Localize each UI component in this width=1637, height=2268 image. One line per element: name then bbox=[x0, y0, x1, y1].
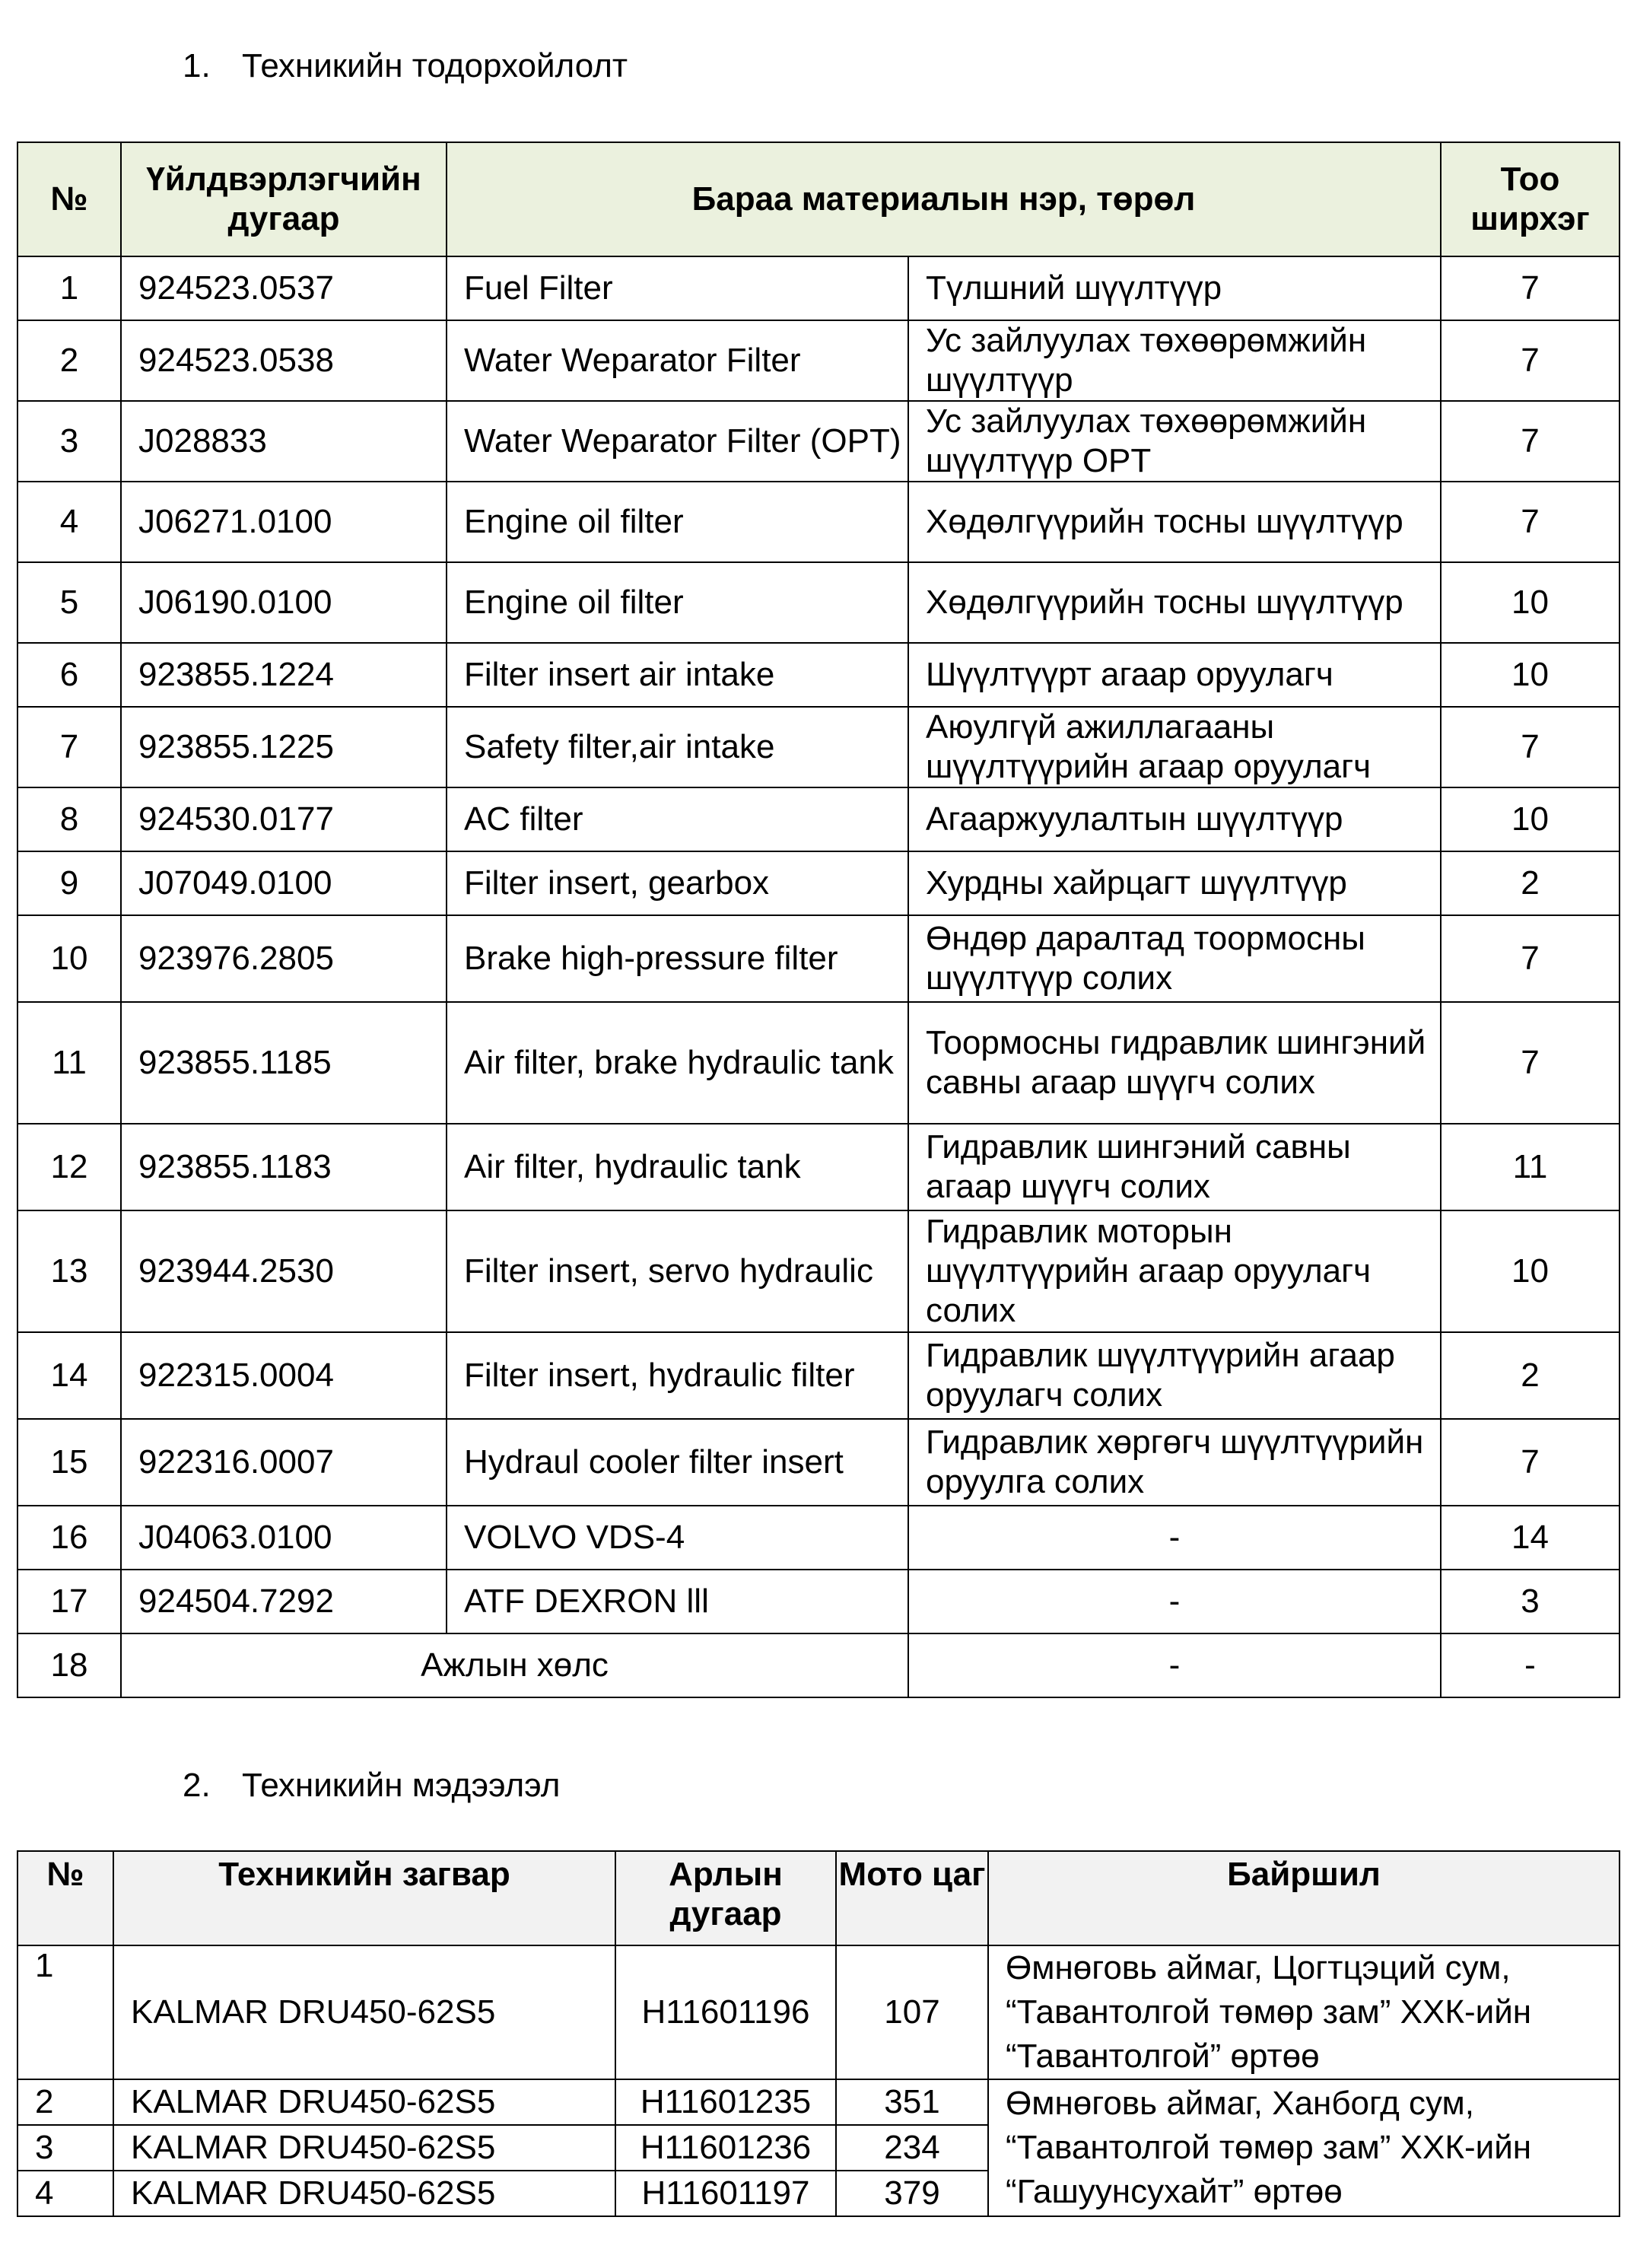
row-number: 13 bbox=[17, 1210, 121, 1332]
row-number: 1 bbox=[17, 256, 121, 320]
part-name-en: Safety filter,air intake bbox=[447, 707, 908, 787]
machine-model: KALMAR DRU450-62S5 bbox=[113, 2079, 615, 2125]
row-number: 4 bbox=[17, 2171, 113, 2216]
table-row bbox=[17, 1419, 1620, 1506]
part-name-en: VOLVO VDS-4 bbox=[447, 1506, 908, 1570]
part-code: J06271.0100 bbox=[121, 482, 447, 562]
part-name-mn: Хөдөлгүүрийн тосны шүүлтүүр bbox=[908, 482, 1441, 562]
part-code: 923855.1225 bbox=[121, 707, 447, 787]
quantity: 2 bbox=[1441, 1332, 1620, 1419]
part-name-en: Water Weparator Filter (OPT) bbox=[447, 401, 908, 482]
header-serial: Арлын дугаар bbox=[615, 1851, 836, 1945]
part-name-mn: Агааржуулалтын шүүлтүүр bbox=[908, 787, 1441, 851]
part-code: 923976.2805 bbox=[121, 915, 447, 1002]
table-row bbox=[17, 643, 1620, 707]
part-code: 924523.0537 bbox=[121, 256, 447, 320]
part-name-en: AC filter bbox=[447, 787, 908, 851]
row-number: 17 bbox=[17, 1570, 121, 1633]
row-number: 3 bbox=[17, 401, 121, 482]
part-name-mn: Гидравлик хөргөгч шүүлтүүрийн оруулга солих bbox=[908, 1419, 1441, 1506]
header-moto: Мото цаг bbox=[836, 1851, 988, 1945]
header-no: № bbox=[17, 1851, 113, 1945]
section-2-title: Техникийн мэдээлэл bbox=[242, 1767, 561, 1804]
row-number: 12 bbox=[17, 1124, 121, 1210]
part-name-mn: Хөдөлгүүрийн тосны шүүлтүүр bbox=[908, 562, 1441, 643]
header-name: Бараа материалын нэр, төрөл bbox=[447, 142, 1441, 256]
part-name-mn: Ус зайлуулах төхөөрөмжийн шүүлтүүр OPT bbox=[908, 401, 1441, 482]
part-name-mn: Аюулгүй ажиллагааны шүүлтүүрийн агаар оруулагч bbox=[908, 707, 1441, 787]
part-name-mn: Гидравлик моторын шүүлтүүрийн агаар оруулагч солих bbox=[908, 1210, 1441, 1332]
part-name-en: Engine oil filter bbox=[447, 482, 908, 562]
row-number: 11 bbox=[17, 1002, 121, 1124]
part-name-en: Filter insert, hydraulic filter bbox=[447, 1332, 908, 1419]
moto-hours: 351 bbox=[836, 2079, 988, 2125]
part-name-en: Hydraul cooler filter insert bbox=[447, 1419, 908, 1506]
row-number: 9 bbox=[17, 851, 121, 915]
section-2-heading bbox=[183, 1767, 560, 1805]
row-number: 15 bbox=[17, 1419, 121, 1506]
equipment-table-header bbox=[17, 1851, 1620, 1945]
quantity: 7 bbox=[1441, 482, 1620, 562]
labor-cost-label: Ажлын хөлс bbox=[121, 1633, 908, 1697]
serial-number: H11601236 bbox=[615, 2125, 836, 2171]
table-row bbox=[17, 401, 1620, 482]
table-row bbox=[17, 1332, 1620, 1419]
machine-model: KALMAR DRU450-62S5 bbox=[113, 2125, 615, 2171]
quantity: 2 bbox=[1441, 851, 1620, 915]
quantity: 14 bbox=[1441, 1506, 1620, 1570]
part-name-mn: Шүүлтүүрт агаар оруулагч bbox=[908, 643, 1441, 707]
serial-number: H11601235 bbox=[615, 2079, 836, 2125]
part-name-en: Brake high-pressure filter bbox=[447, 915, 908, 1002]
part-name-en: Filter insert air intake bbox=[447, 643, 908, 707]
table-row bbox=[17, 707, 1620, 787]
equipment-table bbox=[17, 1850, 1620, 2217]
part-code: 923855.1185 bbox=[121, 1002, 447, 1124]
quantity: 7 bbox=[1441, 1419, 1620, 1506]
row-number: 1 bbox=[17, 1945, 113, 2079]
part-name-mn: Гидравлик шингэний савны агаар шүүгч солих bbox=[908, 1124, 1441, 1210]
serial-number: H11601196 bbox=[615, 1945, 836, 2079]
quantity: 7 bbox=[1441, 320, 1620, 401]
quantity: - bbox=[1441, 1633, 1620, 1697]
quantity: 10 bbox=[1441, 562, 1620, 643]
part-code: 924523.0538 bbox=[121, 320, 447, 401]
section-1-number: 1. bbox=[183, 47, 211, 84]
quantity: 10 bbox=[1441, 1210, 1620, 1332]
moto-hours: 107 bbox=[836, 1945, 988, 2079]
table-row bbox=[17, 482, 1620, 562]
quantity: 10 bbox=[1441, 643, 1620, 707]
row-number: 3 bbox=[17, 2125, 113, 2171]
part-name-en: Engine oil filter bbox=[447, 562, 908, 643]
part-name-en: Filter insert, gearbox bbox=[447, 851, 908, 915]
table-row bbox=[17, 320, 1620, 401]
quantity: 10 bbox=[1441, 787, 1620, 851]
part-code: 923855.1224 bbox=[121, 643, 447, 707]
table-row bbox=[17, 1570, 1620, 1633]
part-code: 924530.0177 bbox=[121, 787, 447, 851]
row-number: 7 bbox=[17, 707, 121, 787]
header-code: Үйлдвэрлэгчийн дугаар bbox=[121, 142, 447, 256]
part-name-mn: Гидравлик шүүлтүүрийн агаар оруулагч солих bbox=[908, 1332, 1441, 1419]
part-name-mn: - bbox=[908, 1570, 1441, 1633]
header-no: № bbox=[17, 142, 121, 256]
part-name-mn: Тоормосны гидравлик шингэний савны агаар шүүгч солих bbox=[908, 1002, 1441, 1124]
row-number: 10 bbox=[17, 915, 121, 1002]
part-code: 922315.0004 bbox=[121, 1332, 447, 1419]
table-row bbox=[17, 1633, 1620, 1697]
part-name-en: Filter insert, servo hydraulic bbox=[447, 1210, 908, 1332]
row-number: 4 bbox=[17, 482, 121, 562]
part-name-mn: Өндөр даралтад тоормосны шүүлтүүр солих bbox=[908, 915, 1441, 1002]
table-row bbox=[17, 1506, 1620, 1570]
part-code: 922316.0007 bbox=[121, 1419, 447, 1506]
spec-table bbox=[17, 142, 1620, 1698]
moto-hours: 379 bbox=[836, 2171, 988, 2216]
row-number: 16 bbox=[17, 1506, 121, 1570]
part-name-en: Water Weparator Filter bbox=[447, 320, 908, 401]
section-1-title: Техникийн тодорхойлолт bbox=[242, 47, 628, 84]
location: Өмнөговь аймаг, Цогтцэций сум, “Тавантолгой төмөр зам” ХХК-ийн “Тавантолгой” өртөө bbox=[988, 1945, 1620, 2079]
part-name-mn: Түлшний шүүлтүүр bbox=[908, 256, 1441, 320]
quantity: 7 bbox=[1441, 915, 1620, 1002]
part-code: 923944.2530 bbox=[121, 1210, 447, 1332]
row-number: 2 bbox=[17, 320, 121, 401]
section-2-number: 2. bbox=[183, 1767, 211, 1804]
quantity: 7 bbox=[1441, 707, 1620, 787]
header-location: Байршил bbox=[988, 1851, 1620, 1945]
header-qty: Тоо ширхэг bbox=[1441, 142, 1620, 256]
table-row bbox=[17, 851, 1620, 915]
row-number: 18 bbox=[17, 1633, 121, 1697]
machine-model: KALMAR DRU450-62S5 bbox=[113, 2171, 615, 2216]
location: Өмнөговь аймаг, Ханбогд сум, “Тавантолгой төмөр зам” ХХК-ийн “Гашуунсухайт” өртөө bbox=[988, 2079, 1620, 2216]
table-row bbox=[17, 1210, 1620, 1332]
spec-table-header bbox=[17, 142, 1620, 256]
part-name-en: Air filter, brake hydraulic tank bbox=[447, 1002, 908, 1124]
table-row bbox=[17, 915, 1620, 1002]
part-name-mn: - bbox=[908, 1633, 1441, 1697]
row-number: 8 bbox=[17, 787, 121, 851]
serial-number: H11601197 bbox=[615, 2171, 836, 2216]
machine-model: KALMAR DRU450-62S5 bbox=[113, 1945, 615, 2079]
part-name-mn: - bbox=[908, 1506, 1441, 1570]
quantity: 7 bbox=[1441, 256, 1620, 320]
part-code: J04063.0100 bbox=[121, 1506, 447, 1570]
quantity: 7 bbox=[1441, 1002, 1620, 1124]
moto-hours: 234 bbox=[836, 2125, 988, 2171]
table-row bbox=[17, 1002, 1620, 1124]
part-name-en: ATF DEXRON lll bbox=[447, 1570, 908, 1633]
part-code: J07049.0100 bbox=[121, 851, 447, 915]
row-number: 2 bbox=[17, 2079, 113, 2125]
header-model: Техникийн загвар bbox=[113, 1851, 615, 1945]
quantity: 11 bbox=[1441, 1124, 1620, 1210]
part-name-mn: Хурдны хайрцагт шүүлтүүр bbox=[908, 851, 1441, 915]
part-name-en: Fuel Filter bbox=[447, 256, 908, 320]
part-code: J028833 bbox=[121, 401, 447, 482]
part-name-mn: Ус зайлуулах төхөөрөмжийн шүүлтүүр bbox=[908, 320, 1441, 401]
quantity: 7 bbox=[1441, 401, 1620, 482]
row-number: 14 bbox=[17, 1332, 121, 1419]
part-code: 924504.7292 bbox=[121, 1570, 447, 1633]
table-row bbox=[17, 1945, 1620, 2079]
table-row bbox=[17, 1124, 1620, 1210]
row-number: 5 bbox=[17, 562, 121, 643]
table-row bbox=[17, 562, 1620, 643]
table-row bbox=[17, 787, 1620, 851]
part-code: 923855.1183 bbox=[121, 1124, 447, 1210]
section-1-heading bbox=[183, 47, 628, 85]
quantity: 3 bbox=[1441, 1570, 1620, 1633]
table-row bbox=[17, 256, 1620, 320]
table-row bbox=[17, 2079, 1620, 2125]
part-code: J06190.0100 bbox=[121, 562, 447, 643]
part-name-en: Air filter, hydraulic tank bbox=[447, 1124, 908, 1210]
row-number: 6 bbox=[17, 643, 121, 707]
